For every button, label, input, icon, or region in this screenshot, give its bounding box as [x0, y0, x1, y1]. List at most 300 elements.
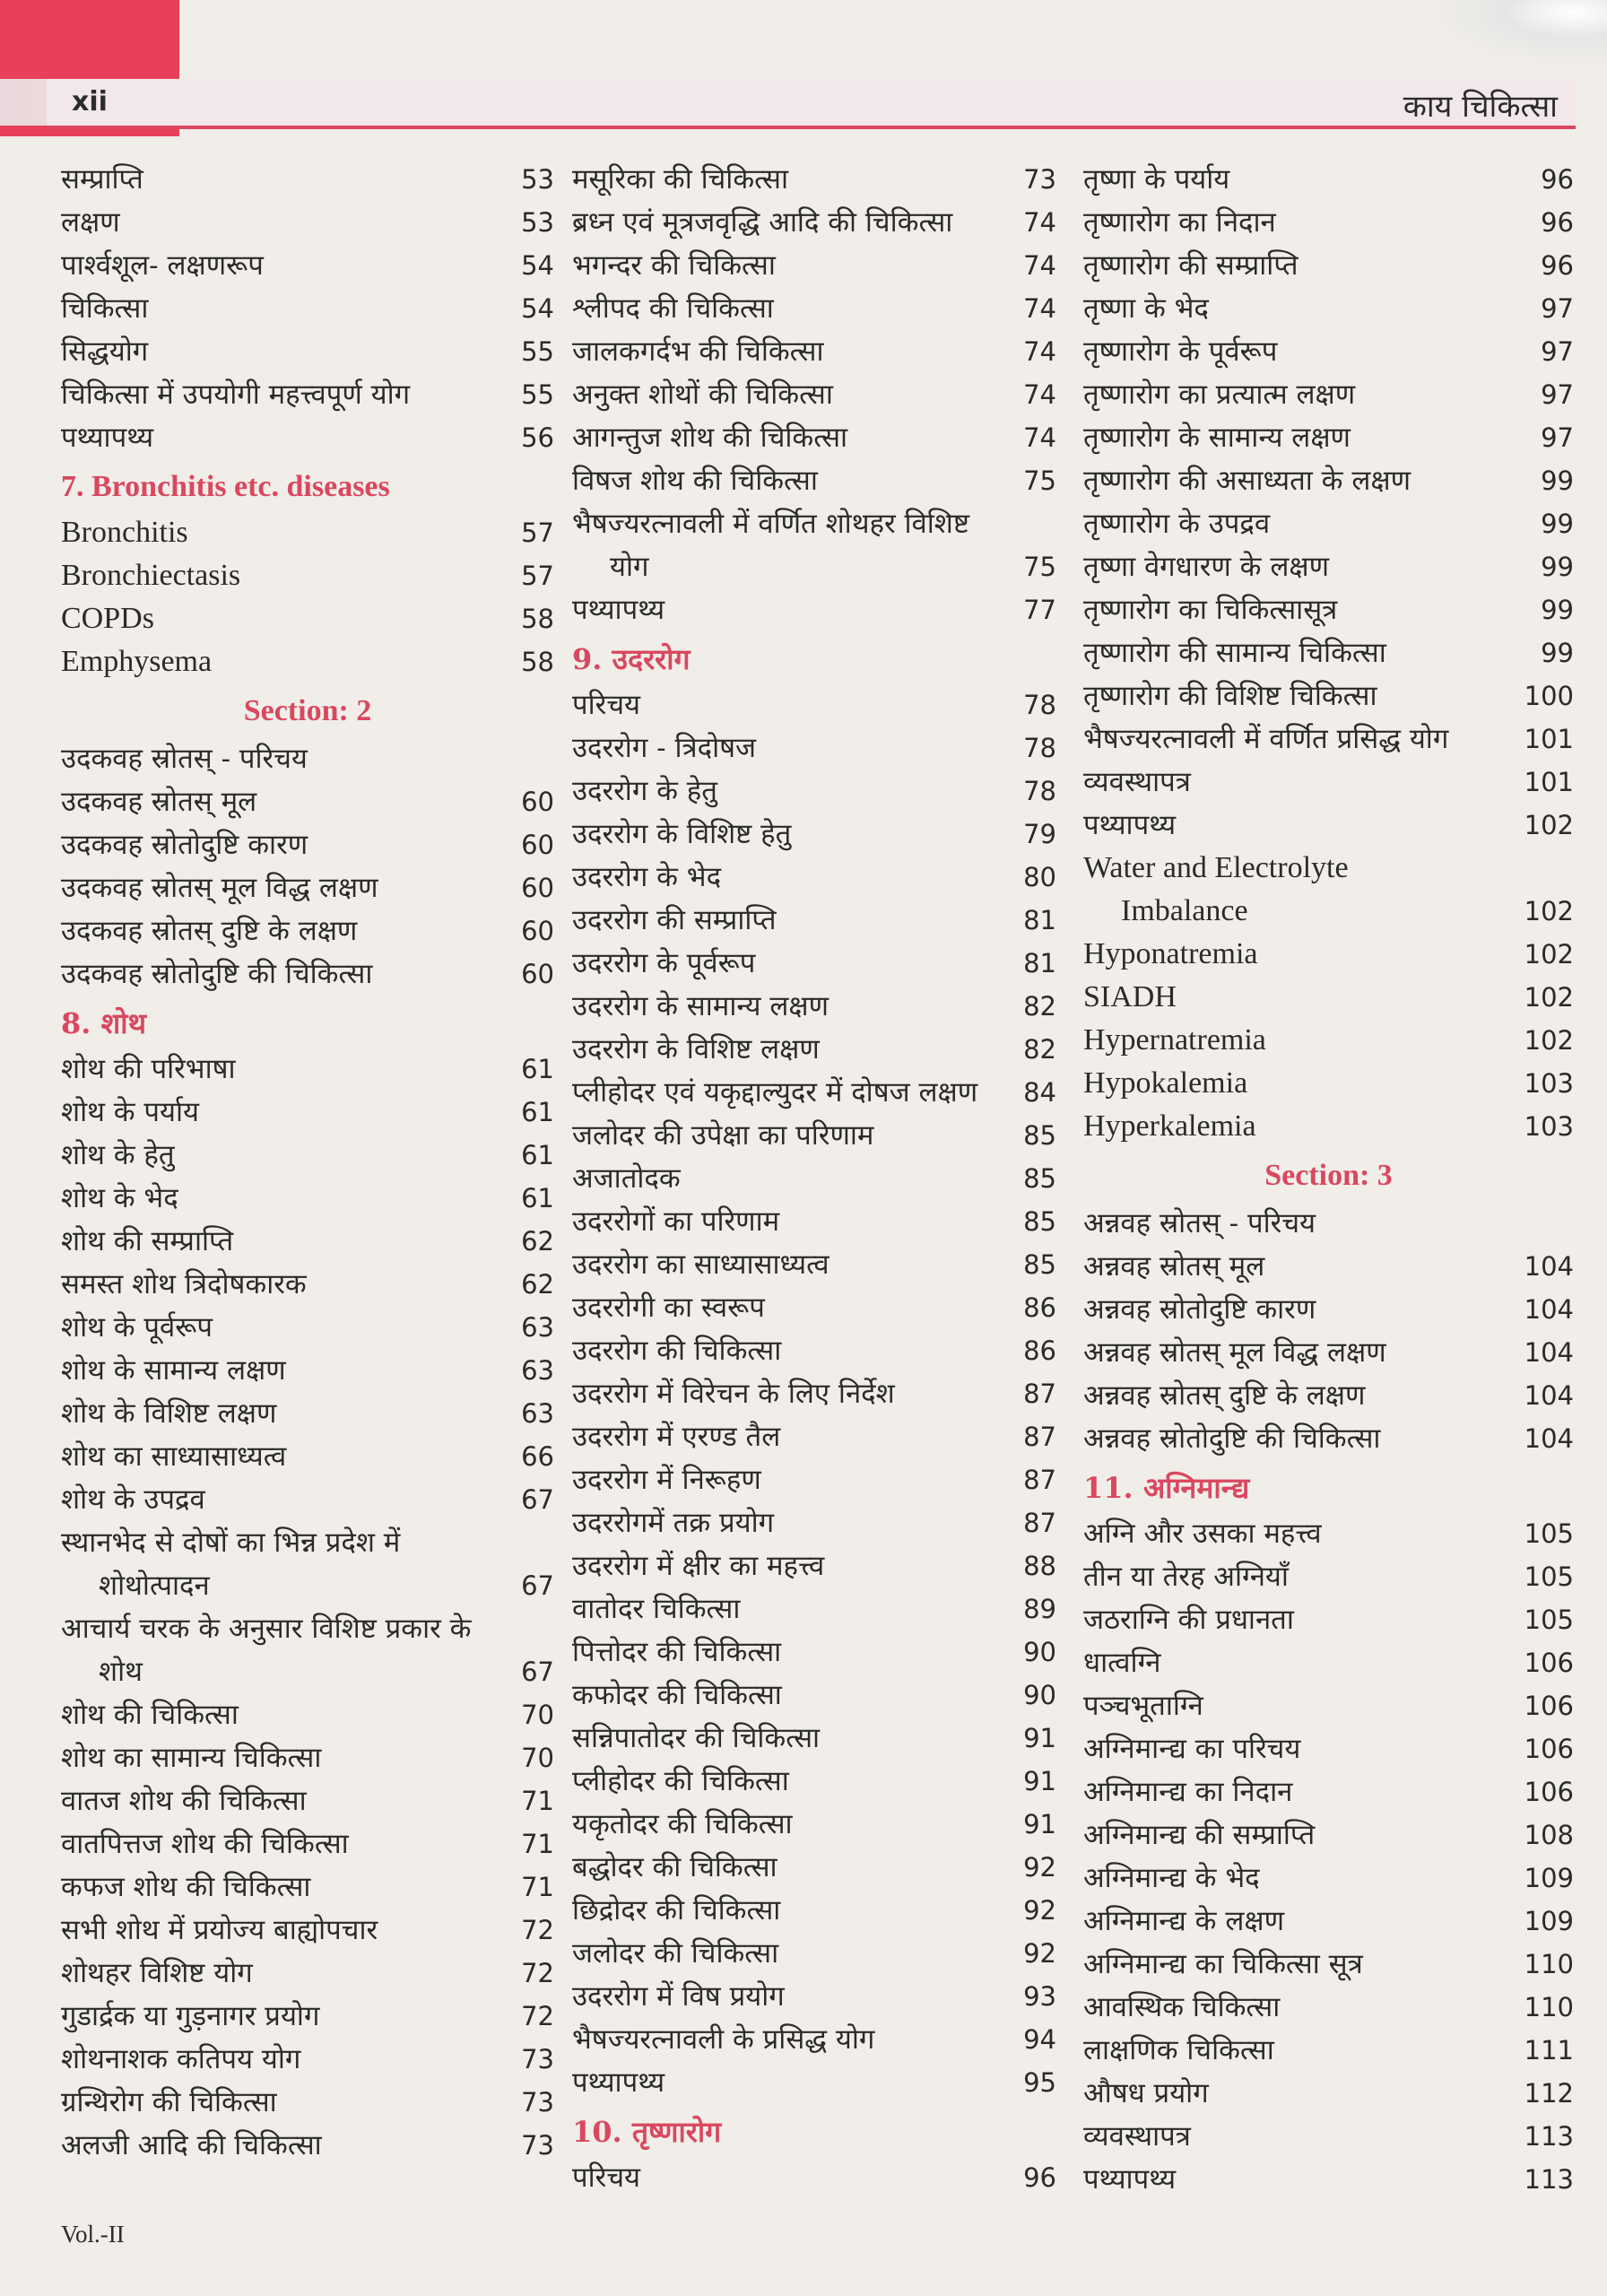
toc-page-number: 70: [521, 1743, 554, 1773]
toc-entry: [572, 770, 1056, 813]
toc-entry-title: आवस्थिक चिकित्सा: [1083, 1991, 1281, 2023]
toc-page-number: 54: [521, 250, 554, 281]
toc-page-number: 99: [1541, 509, 1574, 539]
toc-entry: [572, 1803, 1056, 1846]
toc-entry: [1083, 761, 1574, 804]
toc-page-number: 71: [521, 1829, 554, 1859]
toc-page-number: 102: [1524, 896, 1574, 926]
toc-entry-title: धात्वग्नि: [1083, 1647, 1161, 1679]
toc-page-number: 66: [521, 1441, 554, 1472]
toc-page-number: 74: [1023, 207, 1056, 238]
toc-page-number: 56: [521, 422, 554, 453]
toc-page-number: 102: [1524, 810, 1574, 840]
chapter-heading-8: 8. शोथ: [61, 1006, 147, 1040]
toc-page-number: 74: [1023, 250, 1056, 281]
toc-page-number: 97: [1541, 379, 1574, 410]
toc-page-number: 97: [1541, 336, 1574, 367]
toc-entry: [572, 588, 1056, 631]
toc-entry: [1083, 1374, 1574, 1417]
toc-entry: [1083, 416, 1574, 459]
toc-entry: [61, 1392, 554, 1435]
toc-page-number: 105: [1524, 1605, 1574, 1635]
toc-entry-line2: शोथोत्पादन: [99, 1570, 210, 1602]
toc-entry-title: SIADH: [1083, 980, 1177, 1013]
toc-page-number: 71: [521, 1872, 554, 1902]
toc-entry-title: उदकवह स्रोतोदुष्टि कारण: [61, 829, 308, 861]
toc-page-number: 96: [1541, 207, 1574, 238]
toc-entry: [1083, 502, 1574, 545]
toc-entry: [572, 899, 1056, 942]
toc-entry-title: कफोदर की चिकित्सा: [572, 1679, 782, 1711]
toc-entry-title: शोथ का साध्यासाध्यत्व: [61, 1440, 287, 1473]
toc-page-number: 86: [1023, 1335, 1056, 1366]
toc-list: [1083, 933, 1574, 1148]
toc-entry: [61, 416, 554, 459]
toc-entry-title: तृष्णारोग की सम्प्राप्ति: [1083, 249, 1299, 282]
header-rule: [47, 126, 1576, 129]
toc-entry: [61, 1134, 554, 1177]
toc-page-number: 85: [1023, 1206, 1056, 1237]
toc-list: [572, 2156, 1056, 2199]
toc-entry: [61, 2081, 554, 2124]
toc-entry: [572, 1631, 1056, 1674]
toc-entry: [61, 1995, 554, 2038]
toc-entry: [572, 1372, 1056, 1415]
toc-entry: [1083, 1770, 1574, 1813]
toc-entry: [61, 780, 554, 823]
toc-entry-title: उदररोग में क्षीर का महत्त्व: [572, 1550, 825, 1582]
toc-entry-title: उदररोग में विष प्रयोग: [572, 1980, 785, 2013]
chapter-heading-11: 11. अग्निमान्द्य: [1083, 1471, 1250, 1505]
toc-entry-title: गुडार्द्रक या गुड़नागर प्रयोग: [61, 2000, 320, 2032]
toc-page-number: 87: [1023, 1378, 1056, 1409]
toc-page-number: 110: [1524, 1949, 1574, 1979]
toc-page-number: 97: [1541, 293, 1574, 324]
toc-entry-title: पथ्यापथ्य: [572, 594, 665, 626]
toc-entry-title: शोथ की परिभाषा: [61, 1053, 236, 1085]
chapter-heading-10: 10. तृष्णारोग: [572, 2115, 722, 2149]
toc-entry: [1083, 1331, 1574, 1374]
toc-entry: [1083, 201, 1574, 244]
toc-entry-title: तृष्णारोग का चिकित्सासूत्र: [1083, 594, 1338, 626]
toc-entry: [572, 373, 1056, 416]
toc-entry: [572, 942, 1056, 985]
toc-entry-title: ब्रध्न एवं मूत्रजवृद्धि आदि की चिकित्सा: [572, 206, 953, 239]
toc-entry: [61, 287, 554, 330]
toc-entry-title: अग्निमान्द्य का परिचय: [1083, 1733, 1301, 1765]
toc-entry-wrapped: [61, 1607, 554, 1693]
toc-entry-title: परिचय: [572, 2161, 640, 2194]
toc-list: [61, 737, 554, 996]
toc-page-number: 72: [521, 2001, 554, 2031]
toc-page-number: 53: [521, 164, 554, 195]
toc-entry: [1083, 158, 1574, 201]
toc-page-number: 104: [1524, 1337, 1574, 1368]
toc-entry-title: उदररोग की सम्प्राप्ति: [572, 904, 777, 936]
toc-list: [1083, 158, 1574, 847]
toc-entry: [572, 1415, 1056, 1458]
toc-entry-title: वातोदर चिकित्सा: [572, 1593, 741, 1625]
toc-page-number: 104: [1524, 1380, 1574, 1411]
toc-entry-title: लक्षण: [61, 206, 120, 239]
toc-entry-title: श्लीपद की चिकित्सा: [572, 292, 774, 325]
toc-page-number: 95: [1023, 2067, 1056, 2098]
toc-page-number: 102: [1524, 982, 1574, 1013]
toc-entry-title: उदररोग के हेतु: [572, 775, 717, 807]
toc-page-number: 82: [1023, 991, 1056, 1022]
toc-entry-title: पथ्यापथ्य: [1083, 809, 1177, 841]
toc-entry-title: शोथ की चिकित्सा: [61, 1699, 239, 1731]
toc-entry-title: शोथ के भेद: [61, 1182, 178, 1214]
toc-page-number: 55: [521, 379, 554, 410]
toc-entry: [61, 823, 554, 866]
toc-entry-line2: योग: [610, 551, 649, 583]
toc-entry: [61, 597, 554, 640]
toc-entry-line1: Water and Electrolyte: [1083, 851, 1349, 884]
toc-entry: [61, 1909, 554, 1952]
toc-entry-title: प्लीहोदर एवं यकृद्दाल्युदर में दोषज लक्षण: [572, 1076, 978, 1109]
toc-entry: [1083, 2029, 1574, 2072]
toc-entry-title: Hypernatremia: [1083, 1023, 1266, 1057]
page-number: xii: [72, 86, 108, 117]
toc-entry-title: Hyperkalemia: [1083, 1109, 1256, 1143]
toc-entry: [1083, 631, 1574, 674]
toc-entry-title: उदररोग - त्रिदोषज: [572, 732, 757, 764]
toc-entry: [1083, 976, 1574, 1019]
toc-entry: [61, 1693, 554, 1736]
toc-list: [61, 511, 554, 683]
toc-entry: [572, 1975, 1056, 2018]
toc-page-number: 74: [1023, 422, 1056, 453]
toc-list: [572, 683, 1056, 2104]
toc-entry-title: तृष्णा के भेद: [1083, 292, 1209, 325]
toc-page-number: 106: [1524, 1734, 1574, 1764]
toc-entry: [1083, 1417, 1574, 1460]
toc-entry: [572, 1717, 1056, 1760]
toc-entry-title: अजातोदक: [572, 1162, 681, 1195]
toc-entry-title: उदररोग में एरण्ड तैल: [572, 1421, 781, 1453]
toc-entry-title: तीन या तेरह अग्नियाँ: [1083, 1561, 1289, 1593]
toc-entry-title: ग्रन्थिरोग की चिकित्सा: [61, 2086, 277, 2118]
toc-entry: [572, 1889, 1056, 1932]
toc-entry: [61, 2124, 554, 2167]
toc-column-1: [61, 158, 554, 2167]
toc-entry-title: पथ्यापथ्य: [572, 2066, 665, 2099]
toc-page-number: 73: [521, 2130, 554, 2161]
toc-entry-line2: Imbalance: [1121, 894, 1248, 927]
toc-page-number: 77: [1023, 595, 1056, 625]
toc-entry-title: जलोदर की उपेक्षा का परिणाम: [572, 1119, 874, 1152]
toc-entry-wrapped: [61, 1521, 554, 1607]
toc-entry: [61, 1866, 554, 1909]
toc-page-number: 57: [521, 517, 554, 548]
toc-entry-title: सिद्धयोग: [61, 335, 149, 368]
toc-entry-title: शोथ का सामान्य चिकित्सा: [61, 1742, 322, 1774]
toc-entry-title: तृष्णारोग का निदान: [1083, 206, 1276, 239]
toc-page-number: 53: [521, 207, 554, 238]
toc-entry-title: तृष्णारोग के उपद्रव: [1083, 508, 1271, 540]
toc-page-number: 60: [521, 787, 554, 817]
toc-entry-title: उदररोग का साध्यासाध्यत्व: [572, 1248, 830, 1281]
toc-entry-title: उदररोगमें तक्र प्रयोग: [572, 1507, 775, 1539]
toc-entry-title: अन्नवह स्रोतस् मूल: [1083, 1250, 1265, 1283]
toc-page-number: 57: [521, 561, 554, 591]
toc-page-number: 99: [1541, 638, 1574, 668]
toc-page-number: 75: [1023, 552, 1056, 582]
toc-page-number: 78: [1023, 733, 1056, 763]
toc-page-number: 91: [1023, 1809, 1056, 1839]
toc-entry-title: भैषज्यरत्नावली में वर्णित प्रसिद्ध योग: [1083, 723, 1449, 755]
toc-entry-title: Bronchitis: [61, 516, 188, 549]
toc-page-number: 81: [1023, 948, 1056, 978]
toc-page-number: 63: [521, 1398, 554, 1429]
toc-entry-title: अनुक्त शोथों की चिकित्सा: [572, 378, 833, 411]
toc-entry: [61, 1952, 554, 1995]
toc-page-number: 94: [1023, 2024, 1056, 2055]
toc-page-number: 101: [1524, 724, 1574, 754]
toc-list: [572, 158, 1056, 502]
toc-entry-title: अलजी आदि की चिकित्सा: [61, 2129, 322, 2161]
toc-entry-title: अग्नि और उसका महत्त्व: [1083, 1518, 1322, 1550]
toc-page-number: 61: [521, 1183, 554, 1213]
toc-entry-title: तृष्णारोग का प्रत्यात्म लक्षण: [1083, 378, 1356, 411]
toc-entry-title: अग्निमान्द्य की सम्प्राप्ति: [1083, 1819, 1316, 1851]
toc-entry: [572, 1501, 1056, 1544]
toc-entry-title: उदररोगों का परिणाम: [572, 1205, 780, 1238]
toc-list: [61, 1693, 554, 2167]
toc-entry: [61, 1779, 554, 1822]
toc-entry: [1083, 674, 1574, 718]
toc-entry: [1083, 588, 1574, 631]
toc-entry-title: Hypokalemia: [1083, 1066, 1248, 1100]
toc-page-number: 87: [1023, 1508, 1056, 1538]
toc-entry-title: उदररोगी का स्वरूप: [572, 1292, 765, 1324]
toc-entry-title: शोथ के पर्याय: [61, 1096, 200, 1128]
toc-entry: [1083, 1727, 1574, 1770]
toc-entry-title: कफज शोथ की चिकित्सा: [61, 1871, 311, 1903]
toc-entry-line1: भैषज्यरत्नावली में वर्णित शोथहर विशिष्ट: [572, 508, 969, 540]
toc-entry-title: वातपित्तज शोथ की चिकित्सा: [61, 1828, 349, 1860]
toc-page-number: 62: [521, 1269, 554, 1300]
toc-entry-title: उदररोग में निरूहण: [572, 1464, 761, 1496]
toc-entry: [61, 640, 554, 683]
toc-entry-title: तृष्णारोग के सामान्य लक्षण: [1083, 422, 1351, 454]
toc-entry: [1083, 1105, 1574, 1148]
toc-entry: [572, 1674, 1056, 1717]
toc-entry-title: पित्तोदर की चिकित्सा: [572, 1636, 782, 1668]
toc-page-number: 71: [521, 1786, 554, 1816]
toc-entry-title: शोथ के पूर्वरूप: [61, 1311, 213, 1344]
toc-entry: [572, 244, 1056, 287]
toc-entry: [572, 1587, 1056, 1631]
toc-entry: [1083, 804, 1574, 847]
toc-entry-title: पञ्चभूताग्नि: [1083, 1690, 1203, 1722]
toc-entry: [61, 158, 554, 201]
toc-entry-title: चिकित्सा: [61, 292, 149, 325]
toc-page-number: 105: [1524, 1561, 1574, 1592]
toc-entry: [1083, 1202, 1574, 1245]
toc-page-number: 55: [521, 336, 554, 367]
section-heading-2: Section: 2: [243, 694, 372, 727]
toc-page-number: 92: [1023, 1895, 1056, 1926]
toc-page-number: 96: [1541, 164, 1574, 195]
toc-entry: [1083, 330, 1574, 373]
toc-entry: [61, 1220, 554, 1263]
toc-page-number: 104: [1524, 1251, 1574, 1282]
toc-page-number: 67: [521, 1484, 554, 1515]
toc-entry: [1083, 1641, 1574, 1684]
toc-entry-title: Hyponatremia: [1083, 937, 1258, 970]
toc-page-number: 58: [521, 604, 554, 634]
toc-entry-title: पार्श्वशूल- लक्षणरूप: [61, 249, 264, 282]
toc-entry-wrapped: [572, 502, 1056, 588]
toc-page-number: 92: [1023, 1852, 1056, 1883]
toc-entry-title: Emphysema: [61, 645, 213, 678]
toc-page-number: 93: [1023, 1981, 1056, 2012]
toc-page-number: 96: [1023, 2162, 1056, 2193]
toc-list: [1083, 1512, 1574, 2201]
toc-entry-title: तृष्णारोग की विशिष्ट चिकित्सा: [1083, 680, 1377, 712]
toc-entry-title: उदकवह स्रोतस् दुष्टि के लक्षण: [61, 915, 358, 947]
toc-page-number: 102: [1524, 939, 1574, 970]
toc-entry-title: तृष्णारोग की असाध्यता के लक्षण: [1083, 465, 1411, 497]
toc-entry-title: विषज शोथ की चिकित्सा: [572, 465, 818, 497]
toc-entry: [572, 416, 1056, 459]
toc-page-number: 96: [1541, 250, 1574, 281]
toc-entry-title: शोथनाशक कतिपय योग: [61, 2043, 301, 2075]
toc-entry: [572, 1846, 1056, 1889]
toc-page-number: 104: [1524, 1423, 1574, 1454]
toc-page-number: 91: [1023, 1766, 1056, 1796]
toc-entry: [572, 1458, 1056, 1501]
toc-page-number: 112: [1524, 2078, 1574, 2109]
toc-page-number: 79: [1023, 819, 1056, 849]
toc-entry: [572, 1544, 1056, 1587]
toc-entry-title: अन्नवह स्रोतोदुष्टि कारण: [1083, 1293, 1316, 1326]
toc-entry-title: अन्नवह स्रोतस् - परिचय: [1083, 1207, 1316, 1239]
toc-entry-title: समस्त शोथ त्रिदोषकारक: [61, 1268, 307, 1300]
toc-entry: [1083, 1900, 1574, 1943]
toc-entry: [1083, 1684, 1574, 1727]
toc-entry-line1: स्थानभेद से दोषों का भिन्न प्रदेश में: [61, 1526, 401, 1559]
toc-page-number: 90: [1023, 1680, 1056, 1710]
toc-entry-title: तृष्णारोग के पूर्वरूप: [1083, 335, 1278, 368]
toc-entry: [1083, 1288, 1574, 1331]
toc-entry-title: Bronchiectasis: [61, 559, 241, 592]
toc-entry: [572, 330, 1056, 373]
toc-entry: [1083, 373, 1574, 416]
toc-entry: [61, 201, 554, 244]
toc-entry-title: अन्नवह स्रोतस् मूल विद्ध लक्षण: [1083, 1336, 1386, 1369]
toc-page-number: 97: [1541, 422, 1574, 453]
toc-page-number: 110: [1524, 1992, 1574, 2022]
book-title: काय चिकित्सा: [1403, 89, 1558, 125]
toc-entry: [1083, 1598, 1574, 1641]
toc-entry-wrapped: [1083, 847, 1574, 933]
toc-entry-title: अन्नवह स्रोतोदुष्टि की चिकित्सा: [1083, 1422, 1381, 1455]
toc-page-number: 86: [1023, 1292, 1056, 1323]
toc-entry-title: परिचय: [572, 689, 640, 721]
toc-entry-title: भैषज्यरत्नावली के प्रसिद्ध योग: [572, 2023, 875, 2056]
toc-entry: [572, 287, 1056, 330]
toc-entry-title: पथ्यापथ्य: [1083, 2163, 1177, 2196]
toc-entry: [1083, 1512, 1574, 1555]
toc-entry: [61, 1263, 554, 1306]
toc-entry: [1083, 933, 1574, 976]
toc-column-2: [572, 158, 1056, 2199]
toc-entry: [572, 1932, 1056, 1975]
toc-entry-title: सभी शोथ में प्रयोज्य बाह्योपचार: [61, 1914, 378, 1946]
toc-page-number: 73: [1023, 164, 1056, 195]
toc-entry: [1083, 1245, 1574, 1288]
toc-entry: [572, 459, 1056, 502]
toc-page-number: 72: [521, 1915, 554, 1945]
toc-page-number: 73: [521, 2044, 554, 2074]
toc-entry: [1083, 1813, 1574, 1857]
toc-entry: [572, 2061, 1056, 2104]
toc-entry-title: प्लीहोदर की चिकित्सा: [572, 1765, 789, 1797]
toc-entry: [61, 737, 554, 780]
toc-page-number: 62: [521, 1226, 554, 1257]
toc-list: [61, 158, 554, 459]
toc-page-number: 67: [521, 1570, 554, 1601]
toc-entry: [572, 1243, 1056, 1286]
toc-page-number: 73: [521, 2087, 554, 2118]
toc-page-number: 67: [521, 1657, 554, 1687]
toc-list: [1083, 1202, 1574, 1460]
toc-entry: [1083, 244, 1574, 287]
toc-page-number: 109: [1524, 1863, 1574, 1893]
toc-entry-title: शोथ के सामान्य लक्षण: [61, 1354, 286, 1387]
toc-page-number: 111: [1524, 2035, 1574, 2066]
toc-entry-title: छिद्रोदर की चिकित्सा: [572, 1894, 781, 1926]
toc-entry-title: उदकवह स्रोतस् मूल: [61, 786, 257, 818]
toc-page-number: 113: [1524, 2121, 1574, 2152]
toc-page-number: 80: [1023, 862, 1056, 892]
toc-page-number: 60: [521, 830, 554, 860]
toc-entry: [1083, 1019, 1574, 1062]
toc-entry-title: अग्निमान्द्य के लक्षण: [1083, 1905, 1284, 1937]
toc-entry: [572, 2018, 1056, 2061]
toc-entry-title: लाक्षणिक चिकित्सा: [1083, 2034, 1274, 2066]
toc-page-number: 91: [1023, 1723, 1056, 1753]
toc-entry: [572, 856, 1056, 899]
toc-page-number: 78: [1023, 776, 1056, 806]
toc-entry-title: उदररोग के विशिष्ट लक्षण: [572, 1033, 820, 1065]
toc-entry-title: तृष्णा वेगधारण के लक्षण: [1083, 551, 1329, 583]
toc-entry: [1083, 2072, 1574, 2115]
toc-entry: [1083, 718, 1574, 761]
toc-page-number: 60: [521, 916, 554, 946]
toc-entry: [572, 201, 1056, 244]
toc-page-number: 99: [1541, 595, 1574, 625]
toc-page-number: 61: [521, 1097, 554, 1127]
toc-entry-title: उदकवह स्रोतस् - परिचय: [61, 743, 308, 775]
toc-entry-title: उदररोग में विरेचन के लिए निर्देश: [572, 1378, 895, 1410]
toc-page-number: 99: [1541, 552, 1574, 582]
toc-entry: [61, 866, 554, 909]
toc-entry: [61, 952, 554, 996]
toc-page-number: 60: [521, 873, 554, 903]
toc-column-3: [1083, 158, 1574, 2201]
chapter-heading-7: 7. Bronchitis etc. diseases: [61, 470, 390, 503]
toc-entry-title: उदकवह स्रोतोदुष्टि की चिकित्सा: [61, 958, 373, 990]
toc-entry: [572, 1329, 1056, 1372]
toc-entry: [572, 813, 1056, 856]
toc-entry-title: अग्निमान्द्य का निदान: [1083, 1776, 1293, 1808]
toc-entry: [1083, 2158, 1574, 2201]
light-glare: [1437, 0, 1607, 63]
